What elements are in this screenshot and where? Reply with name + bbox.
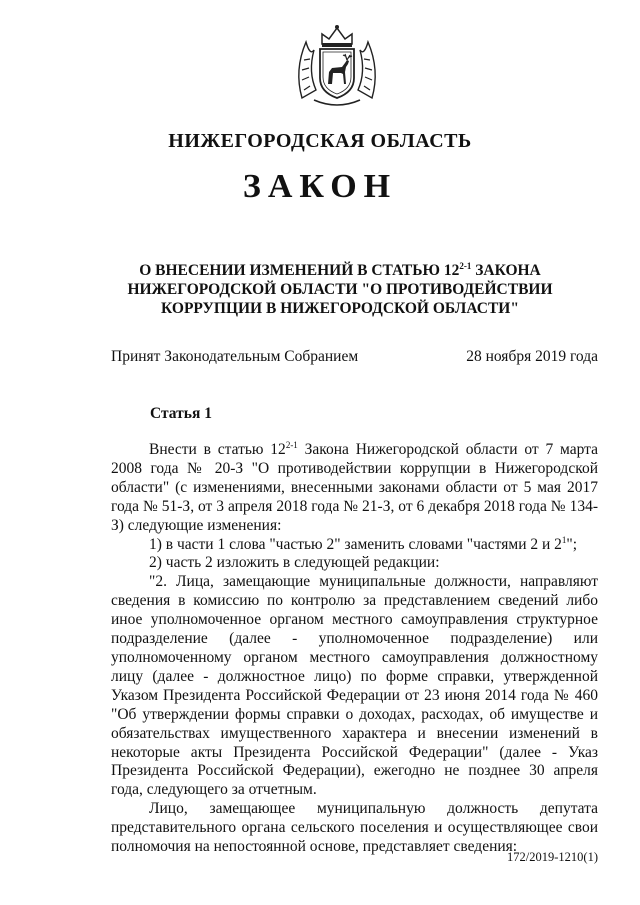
law-title-line-1: О ВНЕСЕНИИ ИЗМЕНЕНИЙ В СТАТЬЮ 12$^{2-1}$ ЗАКОНА — [139, 260, 541, 279]
adoption-date: 28 ноября 2019 года — [466, 348, 598, 365]
paragraph-4: "2. Лица, замещающие муниципальные должности, направляют сведения в комиссию по контролю за представлением сведений либо иное уполномоченное органом местного самоуправления структурное подразделение (далее - уполномоченное подразделение) или уполномоченному органом местного самоуправления должностному лицу (далее - должностное лицо) по форме справки, утвержденной Указом Президента Российской Федерации от 23 июня 2014 года № 460 "Об утверждении формы справки о доходах, расходах, об имуществе и обязательствах имущественного характера и внесении изменений в некоторые акты Президента Российской Федерации" (далее - Указ Президента Российской Федерации), ежегодно не позднее 30 апреля года, следующего за отчетным. — [111, 573, 598, 799]
paragraph-2: 1) в части 1 слова "частью 2" заменить словами "частями 2 и $2^1$"; — [149, 534, 578, 553]
document-code: 172/2019-1210(1) — [507, 850, 598, 864]
law-title — [120, 261, 560, 318]
region-name: НИЖЕГОРОДСКАЯ ОБЛАСТЬ — [168, 130, 472, 152]
coat-of-arms-icon — [292, 20, 382, 110]
document-type: ЗАКОН — [242, 168, 398, 205]
paragraph-1: Внести в статью 12$^{2-1}$ Закона Нижегородской области от 7 марта 2008 года № 20-З "О противодействии коррупции в Нижегородской области" (с изменениями, внесенными законами области от 5 мая 2017 года № 51-З, от 3 апреля 2018 года № 21-З, от 6 декабря 2018 года № 134-З) следующие изменения: — [111, 439, 598, 534]
article-body — [111, 441, 598, 857]
article-heading: Статья 1 — [150, 405, 212, 422]
adoption-text: Принят Законодательным Собранием — [111, 348, 359, 365]
law-title-line-3: КОРРУПЦИИ В НИЖЕГОРОДСКОЙ ОБЛАСТИ" — [161, 300, 519, 317]
law-title-line-2: НИЖЕГОРОДСКОЙ ОБЛАСТИ "О ПРОТИВОДЕЙСТВИИ — [127, 281, 553, 298]
paragraph-5: Лицо, замещающее муниципальную должность депутата представительного органа сельского поселения и осуществляющее свои полномочия на непостоянной основе, представляет сведения: — [111, 800, 598, 856]
paragraph-3: 2) часть 2 изложить в следующей редакции: — [149, 554, 440, 572]
